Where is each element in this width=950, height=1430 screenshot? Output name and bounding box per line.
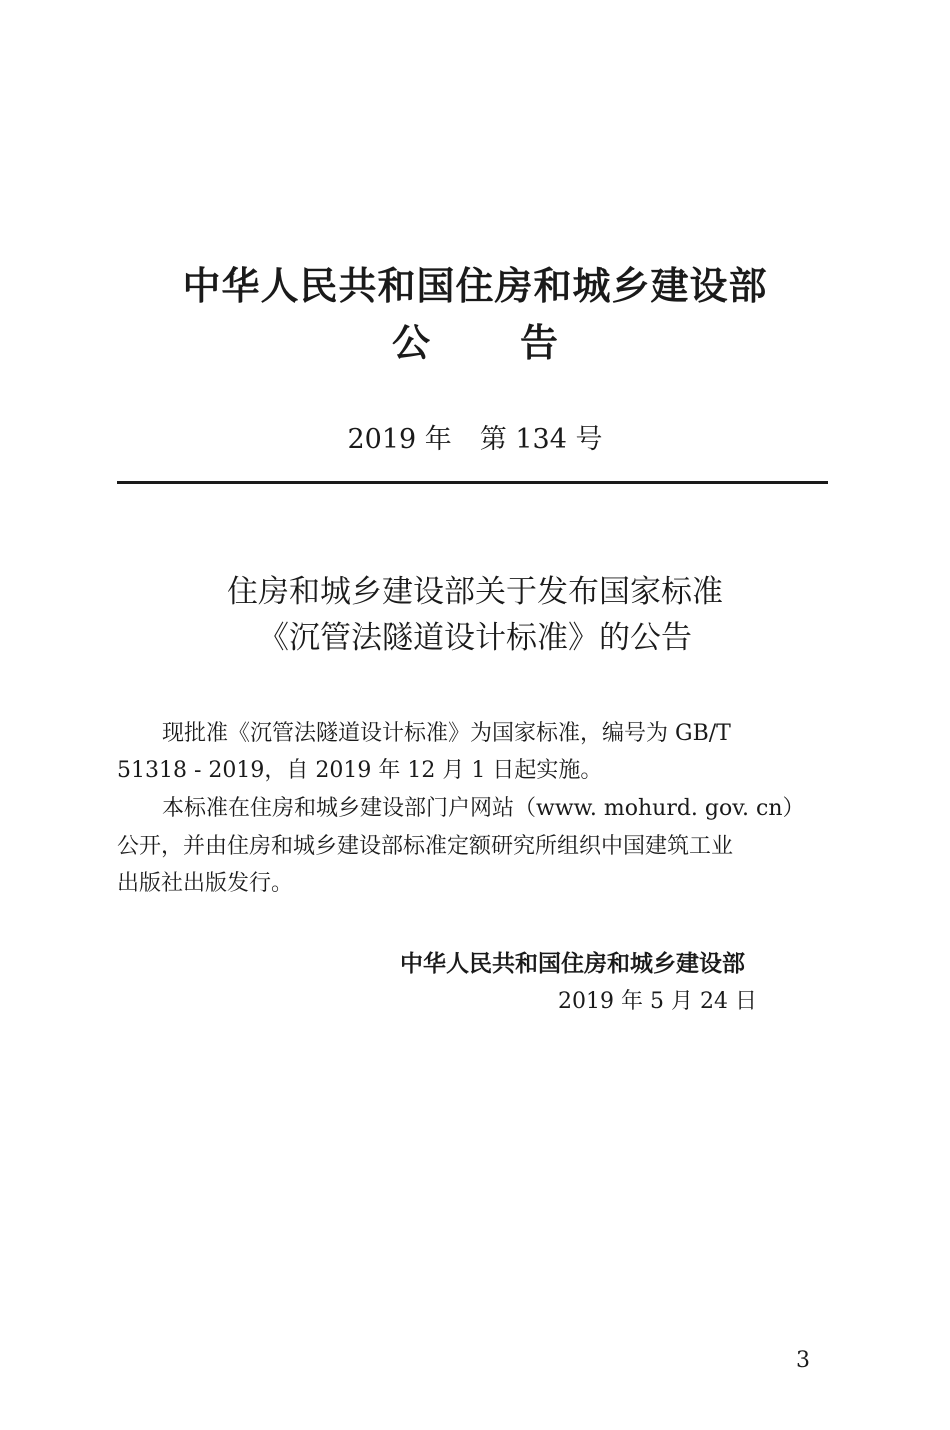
- signature-date: 2019 年 5 月 24 日: [558, 989, 757, 1014]
- subject-line-2: 《沉管法隧道设计标准》的公告: [258, 620, 692, 656]
- body-paragraph-1-line-1: 现批准《沉管法隧道设计标准》为国家标准，编号为 GB/T: [162, 721, 731, 746]
- issue-number: [0, 420, 950, 460]
- subject-line-1: 住房和城乡建设部关于发布国家标准: [227, 574, 723, 610]
- body-paragraph-2-line-3: 出版社出版发行。: [117, 871, 294, 896]
- issue-no: 第 134 号: [479, 424, 603, 455]
- signatory: 中华人民共和国住房和城乡建设部: [400, 951, 745, 977]
- body-paragraph-2-line-2: 公开，并由住房和城乡建设部标准定额研究所组织中国建筑工业: [117, 834, 734, 859]
- notice-label-char-1: 公: [391, 321, 430, 365]
- header-divider: [117, 481, 828, 484]
- notice-label-char-2: 告: [520, 321, 559, 365]
- body-paragraph-2-line-1: 本标准在住房和城乡建设部门户网站（www. mohurd. gov. cn）: [162, 796, 805, 821]
- issuer-title: 中华人民共和国住房和城乡建设部: [182, 264, 768, 308]
- issue-year: 2019 年: [347, 424, 452, 455]
- body-paragraph-1-line-2: 51318 - 2019，自 2019 年 12 月 1 日起实施。: [117, 758, 603, 783]
- page-number: 3: [796, 1348, 810, 1373]
- notice-label: [0, 315, 950, 371]
